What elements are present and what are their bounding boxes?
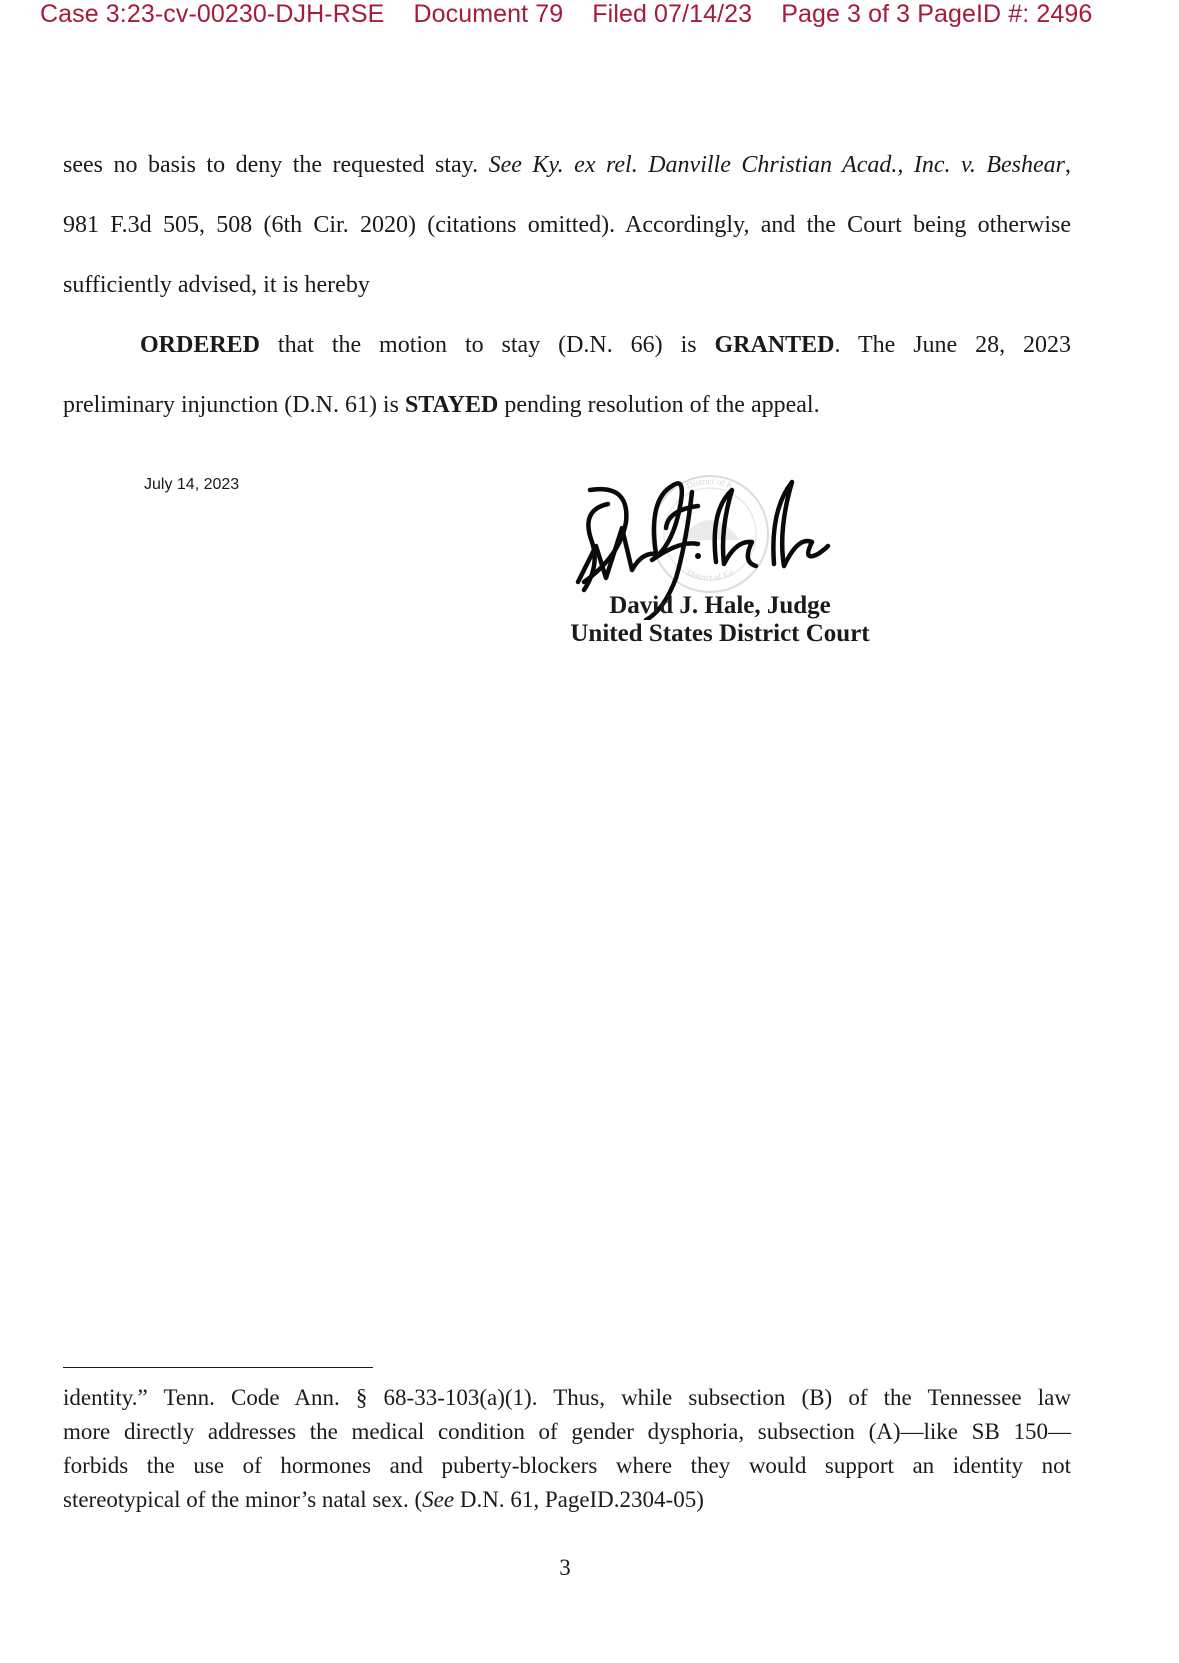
body-text: . The June 28, 2023 bbox=[834, 332, 1072, 358]
footnote-text: D.N. 61, PageID.2304-05) bbox=[454, 1487, 704, 1512]
body-text: sees no basis to deny the requested stay. bbox=[63, 152, 489, 178]
body-line-5 bbox=[63, 392, 1071, 419]
body-text: preliminary injunction (D.N. 61) is bbox=[63, 392, 405, 418]
seal-text-bottom: District of Ke bbox=[685, 567, 735, 583]
body-line-3: sufficiently advised, it is hereby bbox=[63, 272, 370, 298]
order-date: July 14, 2023 bbox=[144, 476, 240, 493]
stayed-label: STAYED bbox=[404, 392, 499, 418]
svg-text:District of Ke bbox=[685, 567, 734, 582]
body-text: pending resolution of the appeal. bbox=[498, 392, 820, 418]
page-number: 3 bbox=[559, 1555, 571, 1580]
judge-name: David J. Hale, Judge bbox=[609, 592, 831, 619]
granted-label: GRANTED bbox=[714, 332, 835, 358]
seal-text-top: District of K bbox=[684, 475, 736, 491]
body-line-2: 981 F.3d 505, 508 (6th Cir. 2020) (citations omitted). Accordingly, and the Court being otherwise bbox=[63, 212, 1071, 238]
body-text: that the motion to stay (D.N. 66) is bbox=[260, 332, 715, 358]
footnote-divider bbox=[63, 1367, 373, 1368]
page-id: Page 3 of 3 PageID #: 2496 bbox=[781, 0, 1093, 28]
footnote-line-2: more directly addresses the medical condition of gender dysphoria, subsection (A)—like SB 150— bbox=[63, 1419, 1071, 1444]
body-line-1 bbox=[63, 152, 1071, 179]
document-number: Document 79 bbox=[413, 0, 564, 28]
footnote-text: stereotypical of the minor’s natal sex. ( bbox=[63, 1487, 423, 1512]
filing-header bbox=[40, 0, 1092, 29]
filed-date: Filed 07/14/23 bbox=[592, 0, 753, 28]
case-number: Case 3:23-cv-00230-DJH-RSE bbox=[40, 0, 385, 28]
court-name: United States District Court bbox=[570, 620, 870, 647]
court-seal bbox=[652, 476, 768, 592]
ordered-label: ORDERED bbox=[140, 332, 261, 358]
footnote-line-3: forbids the use of hormones and puberty-blockers where they would support an identity not bbox=[63, 1453, 1071, 1478]
order-line bbox=[140, 332, 1071, 359]
body-text: , bbox=[1065, 152, 1071, 178]
signal-see: See bbox=[422, 1487, 455, 1512]
citation-case-name: See Ky. ex rel. Danville Christian Acad., Inc. v. Beshear bbox=[488, 152, 1065, 178]
footnote-line-1: identity.” Tenn. Code Ann. § 68-33-103(a)(1). Thus, while subsection (B) of the Tennessee law bbox=[63, 1385, 1071, 1410]
footnote-line-4 bbox=[63, 1487, 1071, 1513]
